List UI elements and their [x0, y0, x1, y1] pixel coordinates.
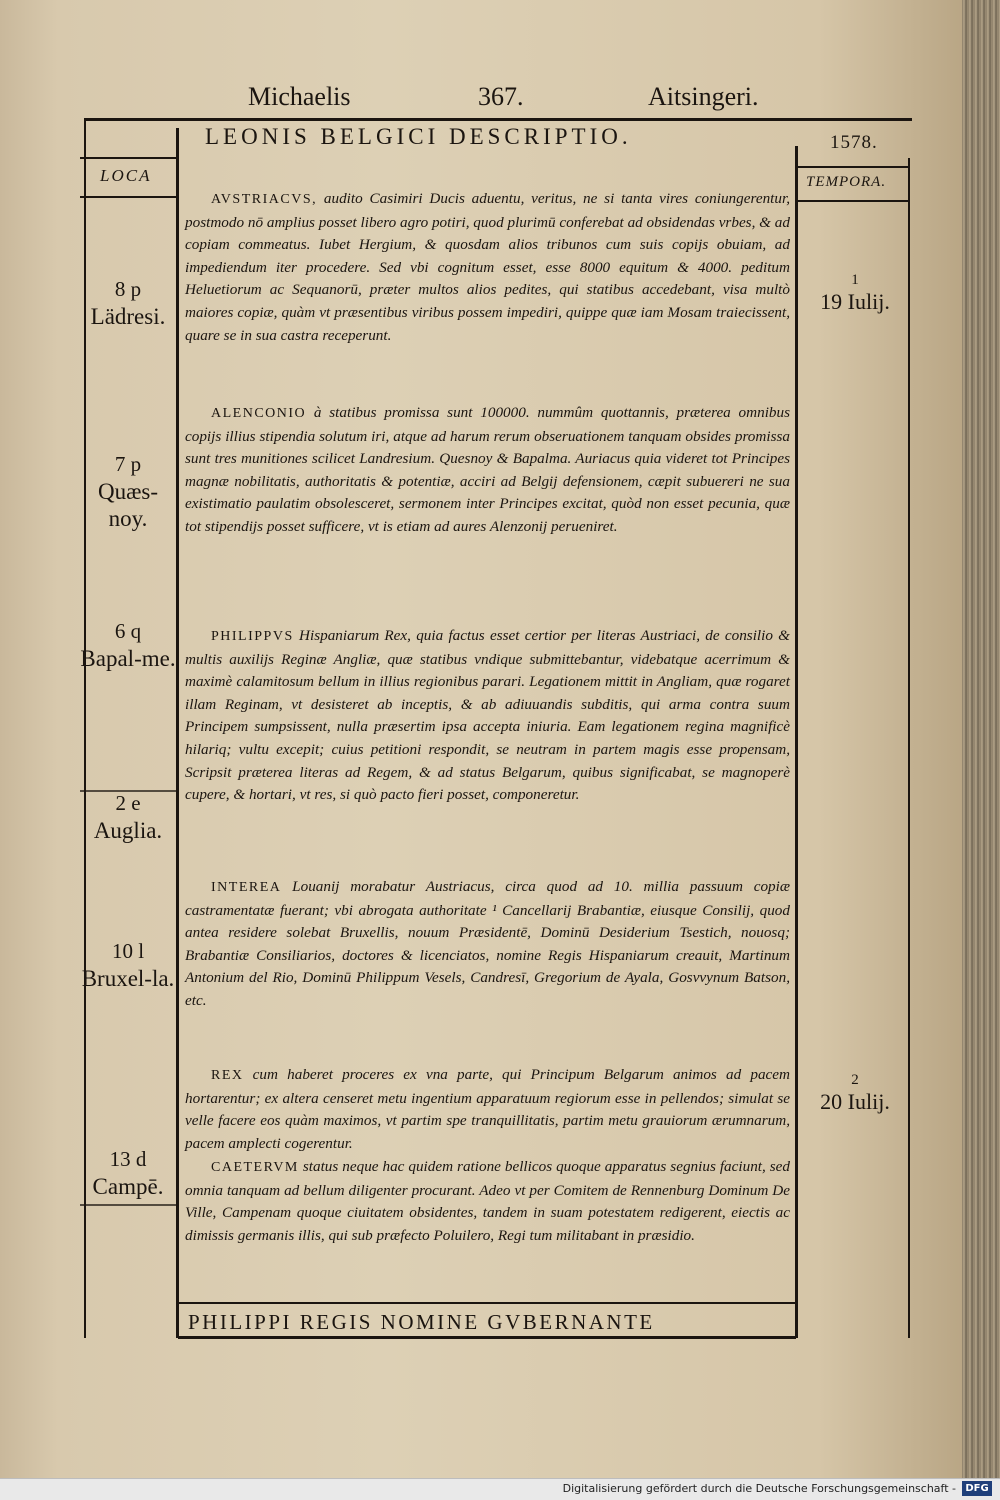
loca-column-header: LOCA [100, 166, 152, 185]
paragraph-text: Louanij morabatur Austriacus, circa quod ad 10. millia passuum copiæ castramentatæ fuerant; vbi abrogata authoritate ¹ Cancellarij Brabantiæ, eiusque Consilij, quod antea residere solebat Bruxellis, nouum Præsidentē, Dominū Desiderium Tsestich, nouosq; Brabantiæ Consiliarios, doctores & licenciatos, nomine Regis Hispaniarum creauit, Martinum Antonium del Rio, Dominū Philippum Vesels, Candresī, Gregorium de Ayala, Gosvvynum Batson, etc. [185, 878, 790, 1009]
running-head-right: Aitsingeri. [648, 82, 759, 111]
tempus-entry [800, 1072, 910, 1116]
paragraph-lead: ALENCONIO [211, 406, 307, 421]
left-column-rule [176, 128, 179, 1338]
footer-title: PHILIPPI REGIS NOMINE GVBERNANTE [188, 1310, 655, 1334]
paragraph-lead: REX [211, 1068, 244, 1083]
paragraph-lead: INTEREA [211, 880, 282, 895]
digitization-footer [0, 1478, 1000, 1500]
paragraph [185, 1156, 790, 1247]
tempus-number: 1 [851, 272, 859, 288]
loca-name: Bruxel-la. [81, 966, 175, 991]
paragraph-text: cum haberet proceres ex vna parte, qui Principum Belgarum animos ad pacem hortarentur; ex altera censeret metu ingentium apparatuum regiorum esse in pellendos; simulat se velle facere eos quàm maximos, vt partim spe tranquillitatis, partim metu grauiorum ærumnarum, pacem amplecti cogerentur. [185, 1066, 790, 1152]
loca-rule-bottom [80, 196, 178, 198]
paragraph [185, 188, 790, 347]
paragraph-lead: PHILIPPVS [211, 629, 294, 644]
dfg-logo-icon: DFG [962, 1481, 992, 1496]
tempora-rule-bottom [797, 200, 909, 202]
paragraph-lead: AVSTRIACVS, [211, 192, 318, 207]
loca-entry [80, 790, 176, 844]
loca-entry [80, 618, 176, 672]
loca-name: Auglia. [93, 818, 163, 843]
loca-separator [80, 1204, 176, 1206]
loca-number: 7 p [114, 452, 142, 476]
paragraph [185, 402, 790, 539]
bottom-inner-rule [178, 1302, 796, 1304]
loca-number: 2 e [115, 791, 141, 815]
loca-entry [80, 451, 176, 532]
paragraph [185, 876, 790, 1013]
paragraph-text: status neque hac quidem ratione bellicos quoque apparatus segnius faciunt, sed omnia tanquam ad bellum diligenter procurant. Adeo vt per Comitem de Rennenburg Dominum De Ville, Campenam quoque ciuitatem obsidentes, tandem in suam potestatem redigerent, eiectis ac dimissis germanis illis, qui sub præfecto Poluilero, Regi tum militabant in præsidio. [185, 1158, 791, 1244]
right-column-rule [795, 146, 798, 1338]
top-rule [84, 118, 912, 121]
paragraph-lead: CAETERVM [211, 1160, 299, 1175]
tempus-date: 19 Iulij. [820, 289, 890, 314]
tempora-rule-top [797, 166, 909, 168]
year-label: 1578. [830, 132, 878, 153]
tempora-column-header: TEMPORA. [806, 174, 887, 190]
page-number: 367. [478, 82, 524, 111]
loca-name: Bapal-me. [80, 646, 176, 671]
tempus-number: 2 [851, 1072, 859, 1088]
loca-number: 10 l [111, 939, 145, 963]
paragraph-text: Hispaniarum Rex, quia factus esset certior per literas Austriaci, de consilio & multis auxilijs Reginæ Angliæ, quæ statibus vndique submittebantur, videbatque acerrimum & maximè calamitosum bellum in illius regionibus parari. Legationem mittit in Angliam, quæ rogaret illam Reginam, vt desisteret ab inceptis, & ab adiuuandis subditis, qui arma contra suum Principem sumpsissent, nulla præsertim ipsa accepta iniuria. Eam legationem regina magnificè hilariq; vultu excepit; cuius petitioni respondit, se neutram in partem magis esse propensam, Scripsit præterea literas ad Regem, & ad status Belgarum, quibus significabat, se magnoperè cupere, & hortari, vt res, si quò pacto fieri posset, componeretur. [185, 627, 790, 804]
loca-name: Lädresi. [90, 304, 166, 329]
loca-number: 6 q [114, 619, 142, 643]
bottom-rule [178, 1336, 796, 1339]
tempus-entry [800, 272, 910, 316]
loca-name: Quæs-noy. [97, 479, 159, 531]
page-title: LEONIS BELGICI DESCRIPTIO. [205, 124, 632, 149]
paragraph [185, 625, 790, 807]
book-page-edge [962, 0, 1000, 1478]
paragraph [185, 1064, 790, 1155]
loca-number: 13 d [109, 1147, 147, 1171]
outer-right-rule [908, 158, 910, 1338]
loca-entry [80, 938, 176, 992]
digitization-note: Digitalisierung gefördert durch die Deutsche Forschungsgemeinschaft - [562, 1482, 956, 1495]
running-head-left: Michaelis [248, 82, 351, 111]
loca-entry [80, 1146, 176, 1200]
loca-number: 8 p [114, 277, 142, 301]
loca-name: Campē. [92, 1174, 164, 1199]
paragraph-text: audito Casimiri Ducis aduentu, veritus, ne si tanta vires coniungerentur, postmodo nō amplius posset libero agro potiri, quod plurimū conferebat ad obsidendas vrbes, & ad copiam commeatus. Iubet Hergium, & quosdam alios tribunos cum suis copijs obuiam, ad impediendum iter procedere. Sed vbi cognitum esset, esse 8000 equitum & 4000. peditum Heluetiorum ac Sequanorū, præter multos alios pedites, qui statibus accedebant, visa multò maiores copiæ, quàm vt præsentibus viribus possem impediri, quippe quæ iam Mosam traiecissent, quare se in sua castra receperunt. [185, 190, 791, 344]
tempus-date: 20 Iulij. [820, 1089, 890, 1114]
paragraph-text: à statibus promissa sunt 100000. nummûm quottannis, præterea omnibus copijs illius stipendia solutum iri, atque ad harum rerum obseruationem tanquam obsides promissa sunt tres munitiones scilicet Landresium. Quesnoy & Bapalma. Auriacus quia videret tot Principes magnæ nobilitatis, authoritatis & potentiæ, acciri ad Belgij defensionem, cæpit subuereri ne sua existimatio paulatim obsolesceret, sermonem inter Principes excitat, quòd non esset pecunia, quæ tot stipendijs posset sufficere, vt is etiam ad aures Alenzonij perueniret. [185, 404, 791, 535]
loca-rule-top [80, 157, 178, 159]
loca-entry [80, 276, 176, 330]
